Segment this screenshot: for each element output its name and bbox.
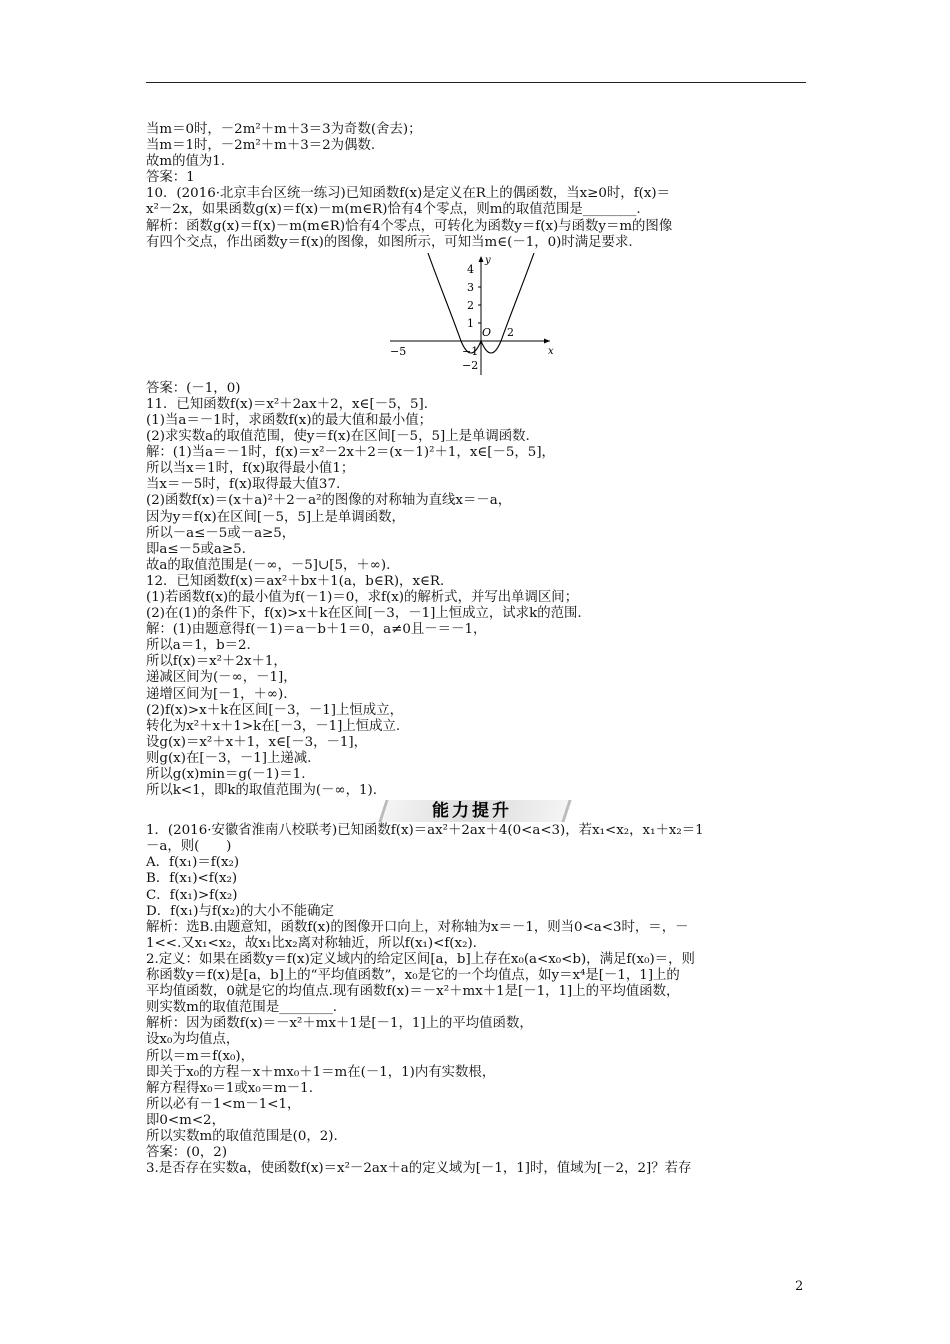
text-line: 解方程得x₀＝1或x₀＝m－1. [146, 1080, 313, 1096]
function-graph [378, 253, 558, 377]
function-graph-figure [146, 251, 808, 381]
text-line: 当x＝－5时，f(x)取得最大值37. [146, 477, 341, 493]
text-line: 设x₀为均值点， [146, 1032, 240, 1048]
x-axis-label: x [548, 345, 554, 357]
text-line: 所以必有－1<m－1<1， [146, 1096, 301, 1112]
curve-left-branch [428, 253, 461, 341]
text-line: 1<<.又x₁<x₂，故x₁比x₂离对称轴近，所以f(x₁)<f(x₂). [146, 935, 477, 951]
y-tick-label: 2 [467, 298, 474, 312]
text-line: 即a≤－5或a≥5. [146, 541, 246, 557]
page-number: 2 [795, 1279, 804, 1294]
text-block-b [146, 381, 808, 799]
text-line: (2)f(x)>x＋k在区间[－3，－1]上恒成立， [146, 702, 403, 718]
text-line: 解：(1)由题意得f(－1)＝a－b＋1＝0，a≠0且－＝－1， [146, 622, 487, 638]
x-axis-arrow [544, 338, 550, 343]
text-line: 所以a＝1，b＝2. [146, 638, 251, 654]
text-line: 所以g(x)min＝g(－1)＝1. [146, 767, 306, 782]
text-line: 则g(x)在[－3，－1]上递减. [146, 750, 312, 766]
text-line: 所以－a≤－5或－a≥5， [146, 525, 296, 541]
text-line: 答案：(0，2) [146, 1145, 228, 1161]
text-line: B．f(x₁)<f(x₂) [146, 871, 238, 887]
text-line: (2)求实数a的取值范围，使y＝f(x)在区间[－5，5]上是单调函数. [146, 429, 530, 445]
text-line: 解析：选B.由题意知，函数f(x)的图像开口向上，对称轴为x＝－1，则当0<a<3时，＝，－ [146, 919, 689, 935]
text-line: 称函数y＝f(x)是[a，b]上的“平均值函数”，x₀是它的一个均值点，如y＝x⁴是[－1，1]上的 [146, 968, 680, 984]
text-line: 所以f(x)＝x²＋2x＋1， [146, 654, 287, 670]
text-line: 故m的值为1. [146, 154, 226, 170]
text-line: 故a的取值范围是(－∞，－5]∪[5，＋∞). [146, 557, 391, 573]
text-line: 解析：因为函数f(x)＝－x²＋mx＋1是[－1，1]上的平均值函数， [146, 1016, 533, 1032]
text-line: 12．已知函数f(x)＝ax²＋bx＋1(a，b∈R)，x∈R. [146, 573, 445, 589]
text-line: 10．(2016·北京丰台区统一练习)已知函数f(x)是定义在R上的偶函数，当x≥0时，f(x)＝ [146, 186, 671, 202]
text-line: D．f(x₁)与f(x₂)的大小不能确定 [146, 903, 334, 919]
y-axis-label: y [485, 254, 491, 266]
text-line: 3.是否存在实数a，使函数f(x)＝x²－2ax＋a的定义域为[－1，1]时，值域为[－2，2]？若存 [146, 1161, 692, 1177]
text-line: 递增区间为[－1，＋∞). [146, 686, 288, 702]
text-line: －a，则( ) [146, 839, 232, 855]
text-line: 所以实数m的取值范围是(0，2). [146, 1128, 338, 1144]
text-line: 解析：函数g(x)＝f(x)－m(m∈R)恰有4个零点，可转化为函数y＝f(x)与函数y＝m的图像 [146, 218, 673, 234]
text-line: 当m＝0时，－2m²＋m＋3＝3为奇数(舍去)； [146, 122, 422, 137]
curve-right-valley [481, 341, 501, 353]
text-line: 答案：(－1，0) [146, 380, 241, 396]
text-line: 2.定义：如果在函数y＝f(x)定义域内的给定区间[a，b]上存在x₀(a<x₀<b)，满足f(x₀)＝，则 [146, 951, 695, 967]
y-tick-label: 3 [467, 280, 474, 294]
text-line: C．f(x₁)>f(x₂) [146, 887, 238, 903]
text-line: (1)当a＝－1时，求函数f(x)的最大值和最小值； [146, 412, 433, 428]
text-line: (1)若函数f(x)的最小值为f(－1)＝0，求f(x)的解析式，并写出单调区间； [146, 589, 579, 605]
section-banner [146, 799, 808, 823]
text-line: 解：(1)当a＝－1时，f(x)＝x²－2x＋2＝(x－1)²＋1，x∈[－5，5]， [146, 445, 555, 461]
text-line: 答案：1 [146, 170, 195, 186]
origin-label: O [482, 325, 492, 339]
text-line: 即0<m<2， [146, 1112, 225, 1128]
text-line: 设g(x)＝x²＋x＋1，x∈[－3，－1]， [146, 734, 368, 750]
text-line: 11．已知函数f(x)＝x²＋2ax＋2，x∈[－5，5]. [146, 396, 428, 412]
text-line: 转化为x²＋x＋1>k在[－3，－1]上恒成立. [146, 718, 401, 734]
text-line: (2)函数f(x)＝(x＋a)²＋2－a²的图像的对称轴为直线x＝－a， [146, 493, 512, 509]
page-content [146, 122, 808, 1177]
text-line: 当m＝1时，－2m²＋m＋3＝2为偶数. [146, 138, 376, 154]
text-line: (2)在(1)的条件下，f(x)>x＋k在区间[－3，－1]上恒成立，试求k的范围. [146, 606, 582, 622]
text-line: 因为y＝f(x)在区间[－5，5]上是单调函数， [146, 509, 405, 525]
y-tick-label: 4 [467, 262, 474, 276]
x-tick-label: 2 [507, 325, 514, 339]
text-line: 递减区间为(－∞，－1]， [146, 670, 297, 686]
curve-right-branch [501, 253, 534, 341]
text-line: 所以＝m＝f(x₀)， [146, 1048, 254, 1064]
text-line: 有四个交点，作出函数y＝f(x)的图像，如图所示，可知当m∈(－1，0)时满足要求. [146, 234, 633, 250]
text-block-c [146, 823, 808, 1177]
text-line: 平均值函数，0就是它的均值点.现有函数f(x)＝－x²＋mx＋1是[－1，1]上的平均值函数， [146, 984, 680, 1000]
y-tick-label: 1 [467, 316, 474, 330]
text-block-a [146, 122, 808, 251]
y-tick-label: −1 [462, 344, 479, 358]
text-line: 则实数m的取值范围是________. [146, 1000, 338, 1016]
text-line: 1．(2016·安徽省淮南八校联考)已知函数f(x)＝ax²＋2ax＋4(0<a<3)，若x₁<x₂，x₁＋x₂＝1 [146, 823, 704, 839]
text-line: A．f(x₁)＝f(x₂) [146, 855, 240, 871]
text-line: 所以当x＝1时，f(x)取得最小值1； [146, 461, 355, 477]
y-axis-arrow [479, 256, 484, 262]
text-line: 所以k<1，即k的取值范围为(－∞，1). [146, 783, 378, 799]
banner-title: 能力提升 [432, 801, 512, 822]
text-line: x²－2x，如果函数g(x)＝f(x)－m(m∈R)恰有4个零点，则m的取值范围是________. [146, 202, 641, 218]
header-rule [146, 82, 806, 83]
y-tick-label: −2 [462, 358, 479, 372]
text-line: 即关于x₀的方程－x＋mx₀＋1＝m在(－1，1)内有实数根， [146, 1064, 496, 1080]
x-tick-label: −5 [390, 344, 407, 358]
